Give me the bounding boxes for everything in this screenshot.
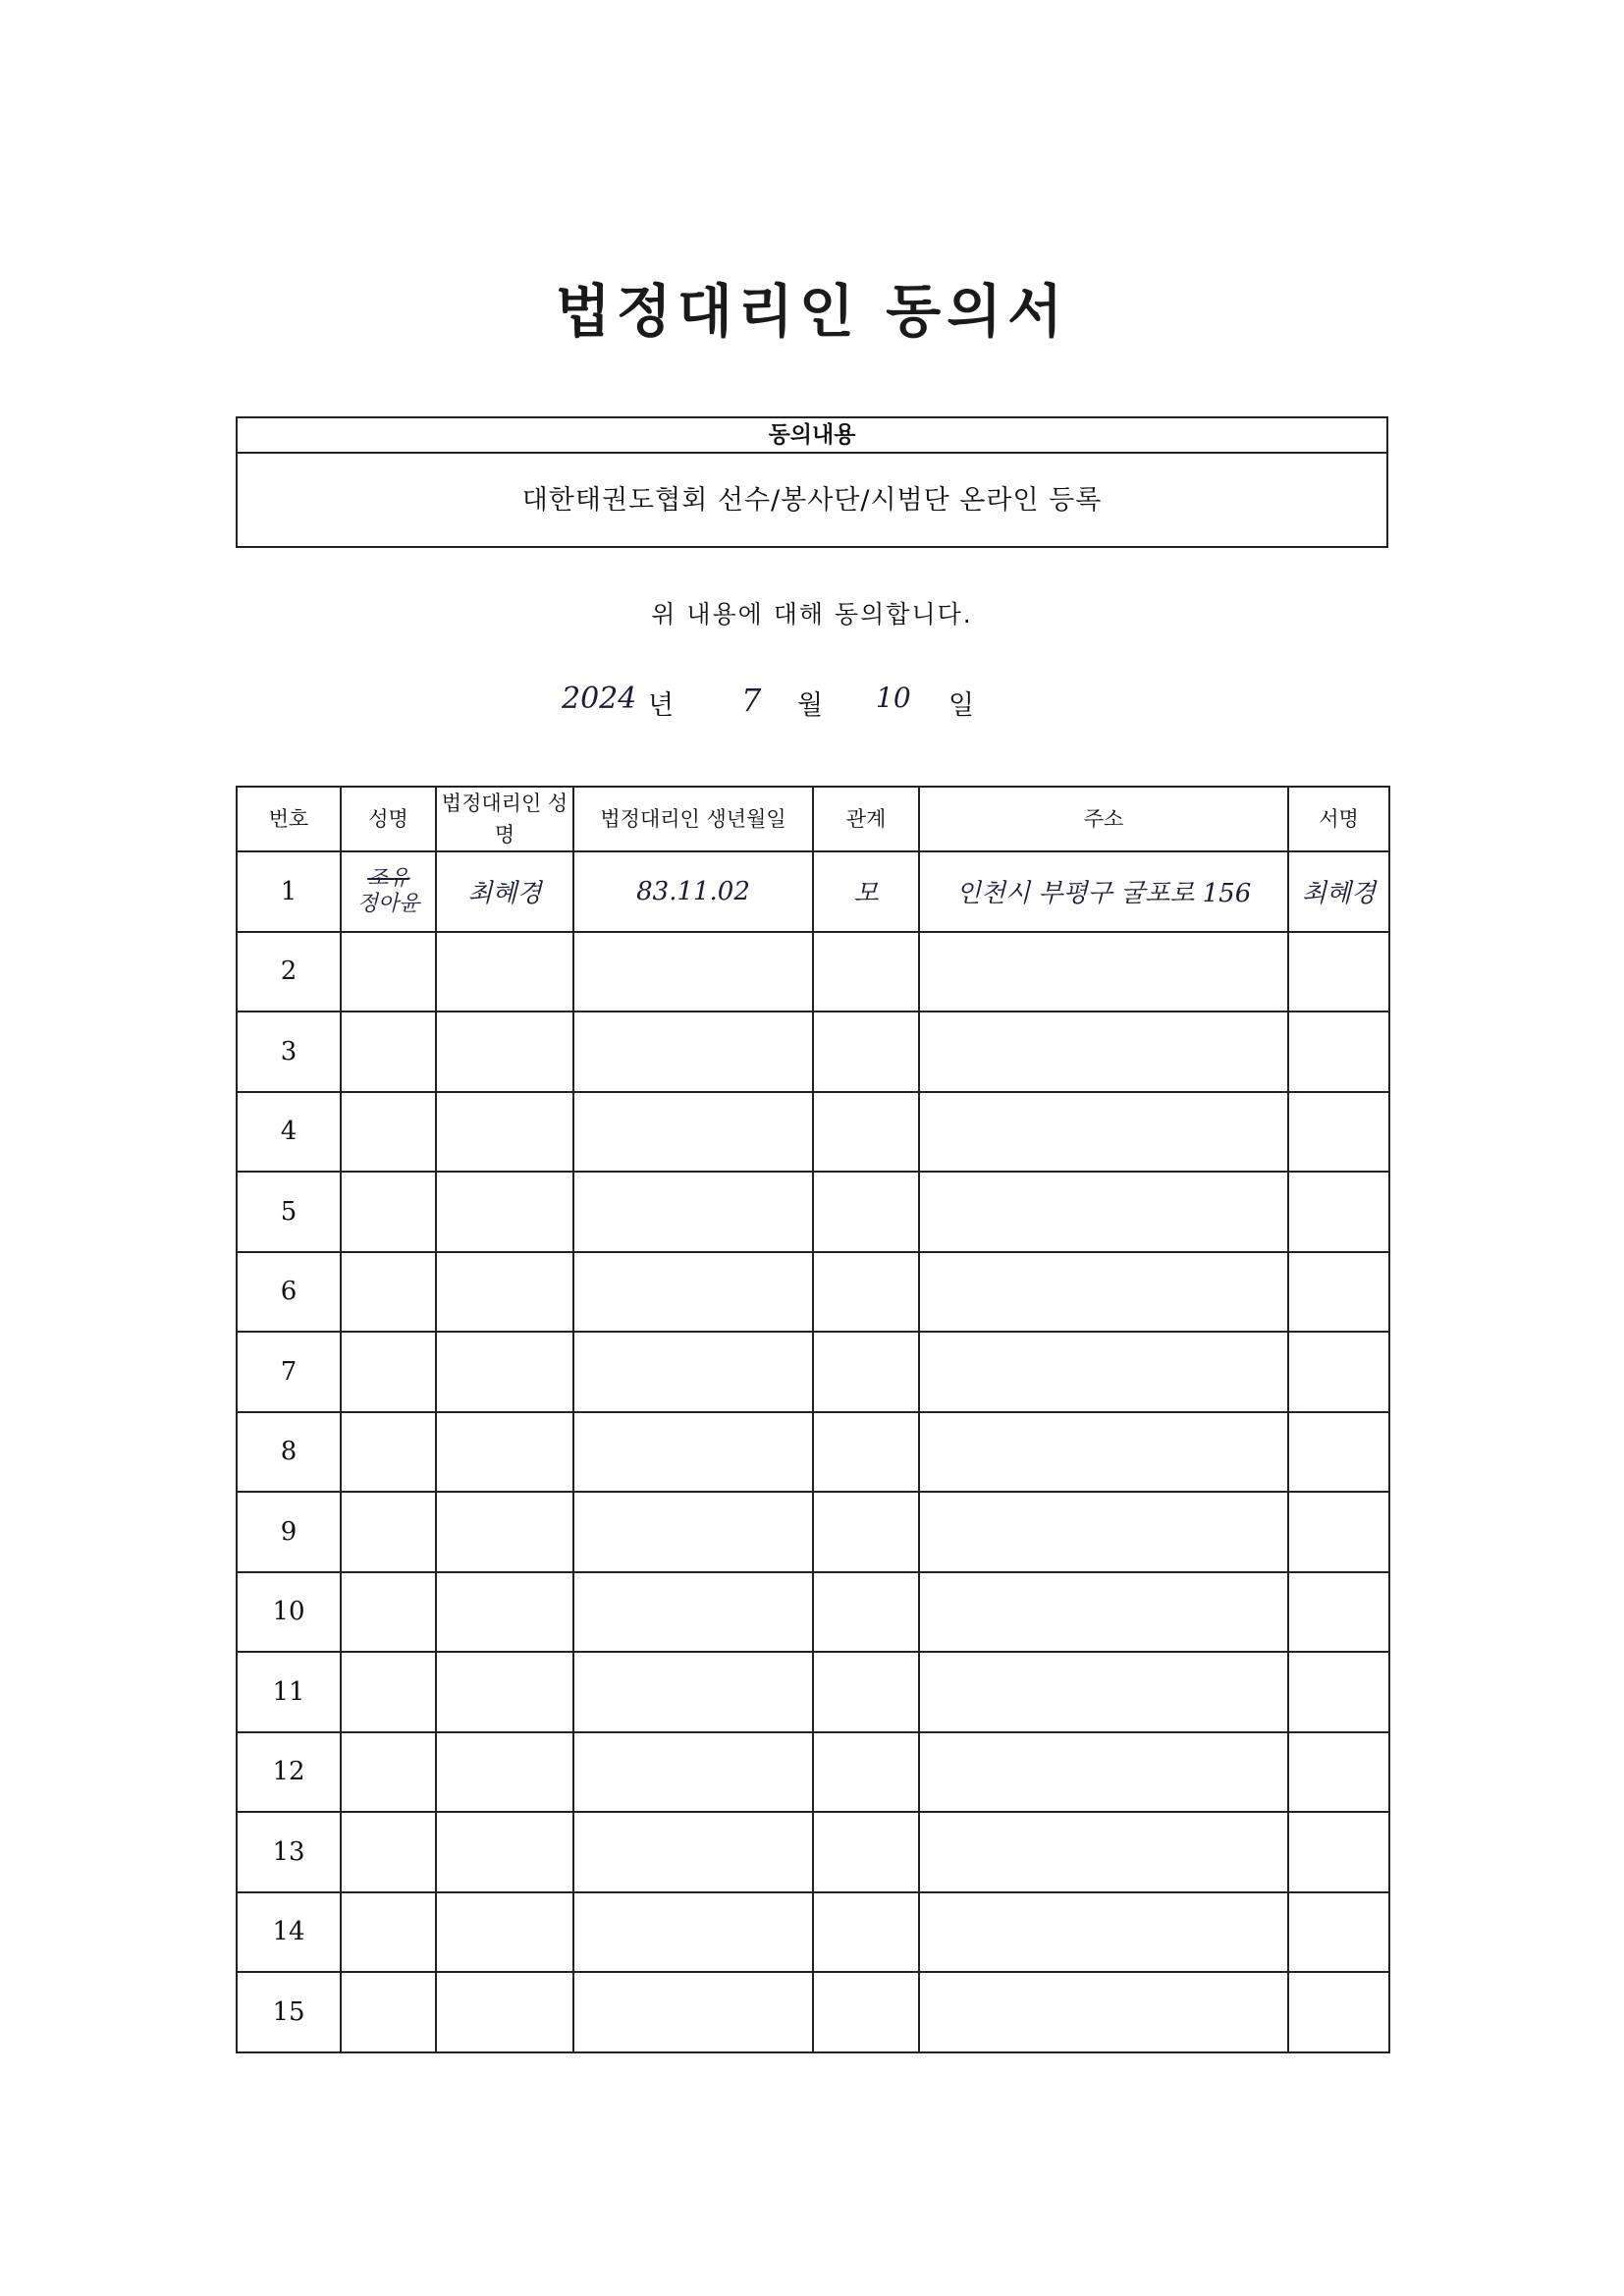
table-row [237,1412,1389,1493]
consent-header: 동의내용 [238,418,1386,454]
guardian-birth [573,1892,813,1973]
table-row [237,1892,1389,1973]
person-name [341,1172,436,1252]
person-name [341,1492,436,1572]
guardian-name [436,1892,573,1973]
table-row [237,1972,1389,2052]
table-row [237,1732,1389,1813]
relation [813,1972,919,2052]
person-name [341,1972,436,2052]
relation [813,932,919,1012]
guardian-name [436,1011,573,1092]
address [919,1812,1288,1892]
guardian-name [436,1652,573,1732]
address [919,1252,1288,1333]
signature [1288,1011,1389,1092]
row-number: 3 [237,1011,341,1092]
row-number: 4 [237,1092,341,1173]
guardian-table [236,786,1390,2053]
guardian-birth [573,1412,813,1493]
table-row [237,1011,1389,1092]
guardian-birth [573,1332,813,1412]
col-header-guardian-birth: 법정대리인 생년월일 [573,787,813,851]
guardian-birth [573,1172,813,1252]
person-name [341,1652,436,1732]
signature [1288,1412,1389,1493]
guardian-name [436,1572,573,1653]
person-name [341,1812,436,1892]
person-name [341,1092,436,1173]
row-number: 5 [237,1172,341,1252]
address [919,1732,1288,1813]
table-row [237,1092,1389,1173]
signature [1288,1572,1389,1653]
guardian-birth: 83.11.02 [573,851,813,932]
address [919,1652,1288,1732]
signature [1288,1332,1389,1412]
col-header-address: 주소 [919,787,1288,851]
row-number: 13 [237,1812,341,1892]
row-number: 6 [237,1252,341,1333]
relation [813,1412,919,1493]
guardian-name [436,932,573,1012]
guardian-birth [573,1252,813,1333]
person-name [341,1252,436,1333]
consent-content: 대한태권도협회 선수/봉사단/시범단 온라인 등록 [521,485,1103,516]
table-row [237,1172,1389,1252]
signature [1288,1092,1389,1173]
person-name [341,1011,436,1092]
table-row [237,1572,1389,1653]
row-number: 2 [237,932,341,1012]
address [919,1492,1288,1572]
address [919,1092,1288,1173]
table-row [237,932,1389,1012]
relation [813,1252,919,1333]
guardian-birth [573,1812,813,1892]
row-number: 9 [237,1492,341,1572]
col-header-signature: 서명 [1288,787,1389,851]
person-name [341,1732,436,1813]
name-corrected: 정아윤 [356,891,420,916]
col-header-relation: 관계 [813,787,919,851]
relation [813,1812,919,1892]
consent-box [236,416,1388,548]
guardian-name [436,1252,573,1333]
relation [813,1332,919,1412]
row-number: 15 [237,1972,341,2052]
table-row [237,1812,1389,1892]
guardian-birth [573,932,813,1012]
signature [1288,1252,1389,1333]
date-year-unit: 년 [648,690,675,721]
agreement-statement: 위 내용에 대해 동의합니다. [651,600,973,629]
guardian-name [436,1732,573,1813]
row-number: 14 [237,1892,341,1973]
signature [1288,932,1389,1012]
date-month: 7 [741,682,762,719]
guardian-birth [573,1652,813,1732]
guardian-name [436,1332,573,1412]
col-header-name: 성명 [341,787,436,851]
row-number: 1 [237,851,341,932]
relation [813,1492,919,1572]
table-row [237,1652,1389,1732]
guardian-birth [573,1011,813,1092]
guardian-birth [573,1092,813,1173]
relation [813,1652,919,1732]
name-stack [357,866,420,917]
address [919,1412,1288,1493]
relation [813,1011,919,1092]
address [919,1972,1288,2052]
signature: 최혜경 [1288,851,1389,932]
table-row [237,851,1389,932]
row-number: 10 [237,1572,341,1653]
relation [813,1572,919,1653]
guardian-name: 최혜경 [436,851,573,932]
name-struck-out: 조유 [367,865,409,891]
table-row [237,1492,1389,1572]
address [919,1011,1288,1092]
address: 인천시 부평구 굴포로 156 [919,851,1288,932]
signature [1288,1812,1389,1892]
address [919,1172,1288,1252]
person-name [341,1412,436,1493]
guardian-name [436,1972,573,2052]
date-day: 10 [876,682,911,714]
person-name [341,1572,436,1653]
address [919,932,1288,1012]
signature [1288,1972,1389,2052]
person-name [341,1332,436,1412]
row-number: 7 [237,1332,341,1412]
relation [813,1892,919,1973]
signature [1288,1492,1389,1572]
guardian-birth [573,1972,813,2052]
date-line [0,678,1624,727]
address [919,1332,1288,1412]
signature [1288,1172,1389,1252]
row-number: 12 [237,1732,341,1813]
signature [1288,1892,1389,1973]
row-number: 11 [237,1652,341,1732]
table-row [237,1252,1389,1333]
address [919,1892,1288,1973]
guardian-birth [573,1572,813,1653]
signature [1288,1732,1389,1813]
guardian-name [436,1412,573,1493]
relation [813,1732,919,1813]
table-header-row [237,787,1389,851]
guardian-name [436,1492,573,1572]
person-name [341,932,436,1012]
guardian-name [436,1172,573,1252]
guardian-name [436,1812,573,1892]
col-header-number: 번호 [237,787,341,851]
document-title: 법정대리인 동의서 [555,278,1069,345]
col-header-guardian-name: 법정대리인 성명 [436,787,573,851]
date-day-unit: 일 [948,690,975,721]
table-row [237,1332,1389,1412]
relation [813,1172,919,1252]
address [919,1572,1288,1653]
guardian-birth [573,1732,813,1813]
signature [1288,1652,1389,1732]
guardian-name [436,1092,573,1173]
row-number: 8 [237,1412,341,1493]
person-name [341,851,436,932]
date-year: 2024 [562,682,637,716]
relation: 모 [813,851,919,932]
person-name [341,1892,436,1973]
relation [813,1092,919,1173]
date-month-unit: 월 [797,690,824,721]
guardian-birth [573,1492,813,1572]
